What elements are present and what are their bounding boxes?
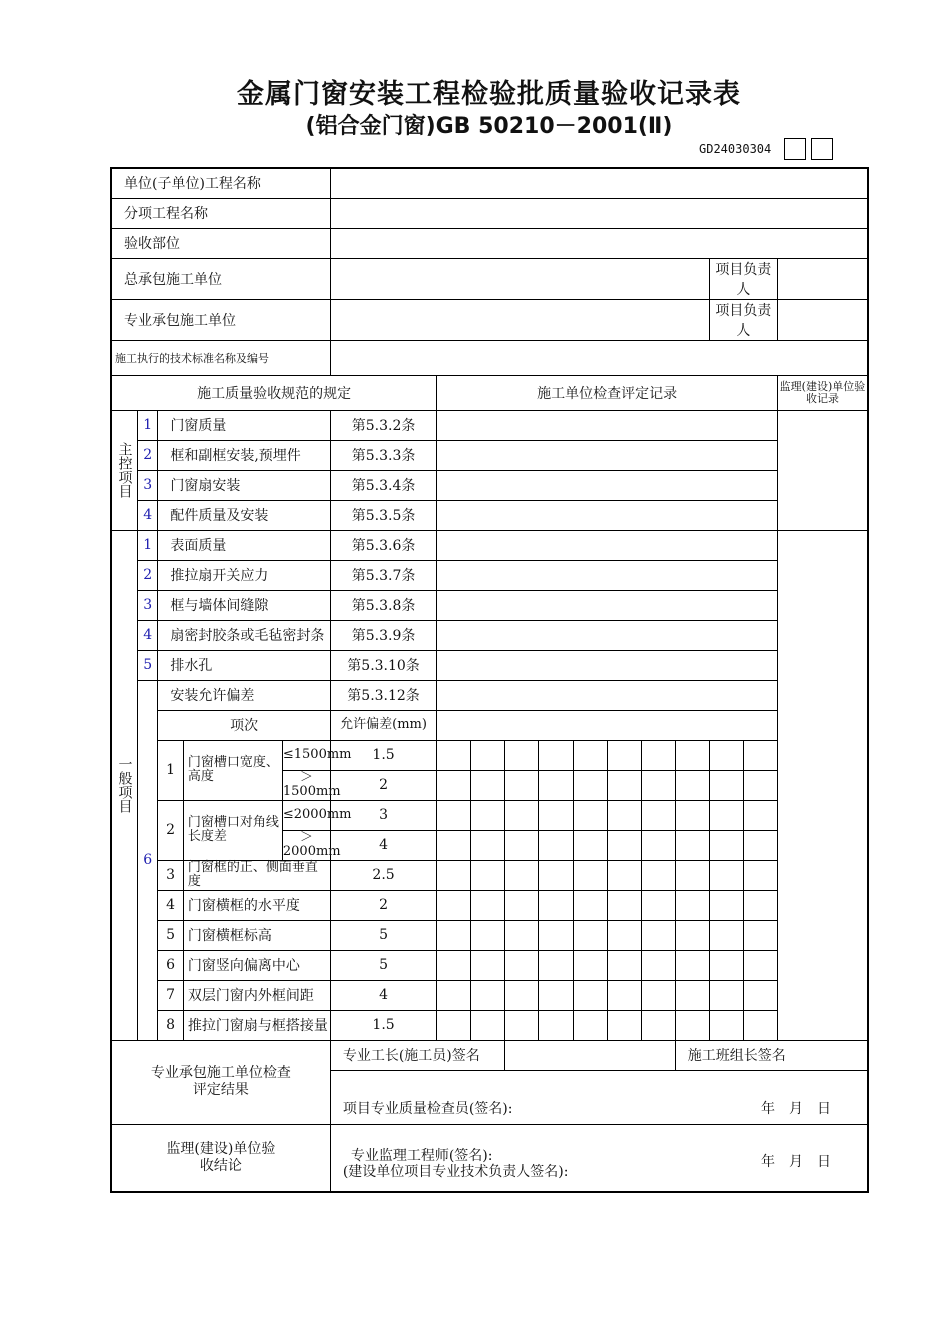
main-item-no: 3 [138, 470, 158, 500]
measure-cell[interactable] [641, 1010, 675, 1040]
main-item-no: 1 [138, 410, 158, 440]
measure-cell[interactable] [743, 740, 777, 770]
measure-cell[interactable] [471, 800, 505, 830]
measure-cell[interactable] [607, 890, 641, 920]
general-item-name: 表面质量 [158, 530, 331, 560]
general-item-name: 推拉扇开关应力 [158, 560, 331, 590]
general-item-clause: 第5.3.8条 [330, 590, 436, 620]
measure-cell[interactable] [437, 1010, 471, 1040]
general-item-no: 4 [138, 620, 158, 650]
measure-cell[interactable] [675, 1010, 709, 1040]
tolerance-allow-header: 允许偏差(mm) [330, 710, 436, 740]
measure-cell[interactable] [641, 860, 675, 890]
inspector-sign-label: 项目专业质量检查员(签名): [342, 1100, 513, 1117]
measure-cell[interactable] [709, 1010, 743, 1040]
tolerance-row-no: 1 [158, 740, 184, 800]
measure-cell[interactable] [437, 830, 471, 860]
measure-cell[interactable] [539, 860, 573, 890]
measure-cell[interactable] [505, 1010, 539, 1040]
measure-cell[interactable] [743, 950, 777, 980]
measure-cell[interactable] [539, 830, 573, 860]
measure-cell[interactable] [573, 1010, 607, 1040]
unit-project-label: 单位(子单位)工程名称 [111, 168, 330, 198]
form-code-box-2[interactable] [811, 138, 833, 160]
tolerance-row-name: 推拉门窗扇与框搭接量 [183, 1010, 330, 1040]
tolerance-row-name: 门窗横框标高 [183, 920, 330, 950]
specialty-contractor-label: 专业承包施工单位 [111, 299, 330, 340]
measure-cell[interactable] [573, 770, 607, 800]
tolerance-row-value: 5 [330, 920, 436, 950]
main-item-name: 配件质量及安装 [158, 500, 331, 530]
measure-cell[interactable] [641, 800, 675, 830]
measure-cell[interactable] [573, 740, 607, 770]
measure-cell[interactable] [471, 920, 505, 950]
measure-cell[interactable] [709, 980, 743, 1010]
project-leader-label: 项目负责人 [709, 258, 777, 299]
tolerance-item-header: 项次 [158, 710, 331, 740]
measure-cell[interactable] [505, 860, 539, 890]
main-item-name: 框和副框安装,预埋件 [158, 440, 331, 470]
measure-cell[interactable] [471, 1010, 505, 1040]
main-item-clause: 第5.3.5条 [330, 500, 436, 530]
measure-cell[interactable] [573, 920, 607, 950]
measure-cell[interactable] [709, 830, 743, 860]
measure-cell[interactable] [437, 740, 471, 770]
measure-cell[interactable] [641, 920, 675, 950]
main-item-clause: 第5.3.3条 [330, 440, 436, 470]
general-label: 一般项目 [111, 530, 138, 1040]
sub-project-label: 分项工程名称 [111, 198, 330, 228]
measure-cell[interactable] [573, 830, 607, 860]
general-item-record[interactable] [437, 530, 778, 560]
measure-cell[interactable] [709, 890, 743, 920]
measure-cell[interactable] [505, 890, 539, 920]
measure-cell[interactable] [437, 890, 471, 920]
measure-cell[interactable] [573, 890, 607, 920]
team-leader-sign-label: 施工班组长签名 [687, 1048, 786, 1064]
general-item-clause: 第5.3.6条 [330, 530, 436, 560]
tolerance-item-record[interactable] [437, 680, 778, 710]
measure-cell[interactable] [743, 860, 777, 890]
specialty-contractor-field[interactable] [330, 299, 709, 340]
tolerance-row-value: 2 [330, 890, 436, 920]
general-item-name: 框与墙体间缝隙 [158, 590, 331, 620]
measure-cell[interactable] [471, 980, 505, 1010]
tolerance-row-name: 门窗竖向偏离中心 [183, 950, 330, 980]
measure-cell[interactable] [709, 800, 743, 830]
general-item-no: 3 [138, 590, 158, 620]
measure-cell[interactable] [539, 1010, 573, 1040]
measure-cell[interactable] [471, 860, 505, 890]
general-item-no: 5 [138, 650, 158, 680]
standard-label: 施工执行的技术标准名称及编号 [111, 340, 330, 375]
measure-cell[interactable] [743, 1010, 777, 1040]
main-item-record[interactable] [437, 440, 778, 470]
contractor-result-label: 专业承包施工单位检查评定结果 [111, 1040, 330, 1124]
tolerance-item-clause: 第5.3.12条 [330, 680, 436, 710]
measure-cell[interactable] [607, 920, 641, 950]
form-title: 金属门窗安装工程检验批质量验收记录表 [237, 79, 741, 110]
measure-cell[interactable] [539, 920, 573, 950]
measure-cell[interactable] [709, 860, 743, 890]
standard-field[interactable] [330, 340, 868, 375]
tolerance-row-name: 双层门窗内外框间距 [183, 980, 330, 1010]
measure-cell[interactable] [709, 920, 743, 950]
measure-cell[interactable] [573, 860, 607, 890]
measure-cell[interactable] [641, 770, 675, 800]
measure-cell[interactable] [539, 740, 573, 770]
tolerance-row-name: 门窗横框的水平度 [183, 890, 330, 920]
measure-cell[interactable] [471, 890, 505, 920]
general-item-clause: 第5.3.9条 [330, 620, 436, 650]
measure-cell[interactable] [743, 770, 777, 800]
measure-cell[interactable] [505, 800, 539, 830]
inspector-sign-area[interactable] [330, 1070, 868, 1124]
tolerance-row-value: 2 [330, 770, 436, 800]
project-leader-field[interactable] [777, 258, 868, 299]
measure-cell[interactable] [607, 980, 641, 1010]
foreman-sign-field[interactable] [505, 1040, 675, 1070]
measure-cell[interactable] [743, 830, 777, 860]
engineer-sign-label: 专业监理工程师(签名): [350, 1147, 493, 1164]
measure-cell[interactable] [437, 800, 471, 830]
measure-cell[interactable] [471, 740, 505, 770]
measure-cell[interactable] [607, 950, 641, 980]
measure-cell[interactable] [675, 860, 709, 890]
tolerance-row-name: 门窗框的正、侧面垂直度 [183, 860, 330, 890]
measure-cell[interactable] [675, 770, 709, 800]
tolerance-row-no: 7 [158, 980, 184, 1010]
main-item-name: 门窗扇安装 [158, 470, 331, 500]
general-item-record[interactable] [437, 620, 778, 650]
measure-cell[interactable] [675, 800, 709, 830]
measure-cell[interactable] [471, 830, 505, 860]
measure-cell[interactable] [539, 890, 573, 920]
tolerance-row-no: 5 [158, 920, 184, 950]
tolerance-row-sub: ＞2000mm [282, 830, 341, 859]
tolerance-row-value: 3 [330, 800, 436, 830]
supervision-sign-area[interactable] [330, 1124, 868, 1192]
tolerance-row-no: 2 [158, 800, 184, 860]
tolerance-item-no: 6 [138, 680, 158, 1040]
tolerance-row-sub: ＞1500mm [282, 770, 341, 799]
measure-cell[interactable] [743, 980, 777, 1010]
form-code: GD24030304 [699, 142, 772, 156]
owner-sign-label: (建设单位项目专业技术负责人签名): [342, 1163, 569, 1180]
main-item-record[interactable] [437, 470, 778, 500]
unit-project-field[interactable] [330, 168, 868, 198]
measure-cell[interactable] [607, 740, 641, 770]
main-item-name: 门窗质量 [158, 410, 331, 440]
measure-cell[interactable] [641, 980, 675, 1010]
measure-cell[interactable] [437, 770, 471, 800]
foreman-sign-label: 专业工长(施工员)签名 [330, 1040, 505, 1070]
measure-cell[interactable] [675, 740, 709, 770]
tolerance-row-value: 4 [330, 980, 436, 1010]
spec-column-header: 施工质量验收规范的规定 [111, 375, 437, 410]
main-item-record[interactable] [437, 500, 778, 530]
main-control-supervision[interactable] [777, 410, 868, 530]
measure-cell[interactable] [437, 860, 471, 890]
measure-cell[interactable] [743, 890, 777, 920]
acceptance-part-field[interactable] [330, 228, 868, 258]
main-item-clause: 第5.3.2条 [330, 410, 436, 440]
measure-cell[interactable] [709, 770, 743, 800]
measure-cell[interactable] [709, 950, 743, 980]
general-item-record[interactable] [437, 590, 778, 620]
general-item-record[interactable] [437, 650, 778, 680]
tolerance-row-value: 1.5 [330, 740, 436, 770]
measure-cell[interactable] [743, 800, 777, 830]
form-code-box-1[interactable] [784, 138, 806, 160]
tolerance-row-no: 6 [158, 950, 184, 980]
general-item-name: 扇密封胶条或毛毡密封条 [158, 620, 331, 650]
tolerance-row-name: 门窗槽口宽度、高度 [183, 740, 282, 800]
measure-cell[interactable] [437, 950, 471, 980]
measure-cell[interactable] [539, 980, 573, 1010]
general-contractor-field[interactable] [330, 258, 709, 299]
measure-cell[interactable] [641, 740, 675, 770]
measure-cell[interactable] [607, 770, 641, 800]
measure-cell[interactable] [505, 950, 539, 980]
tolerance-row-no: 3 [158, 860, 184, 890]
general-item-name: 排水孔 [158, 650, 331, 680]
general-item-clause: 第5.3.7条 [330, 560, 436, 590]
measure-cell[interactable] [675, 950, 709, 980]
acceptance-part-label: 验收部位 [111, 228, 330, 258]
measure-cell[interactable] [675, 890, 709, 920]
measure-cell[interactable] [709, 740, 743, 770]
measure-cell[interactable] [539, 770, 573, 800]
measure-cell[interactable] [573, 950, 607, 980]
tolerance-item-name: 安装允许偏差 [158, 680, 331, 710]
measure-cell[interactable] [573, 800, 607, 830]
main-control-label: 主控项目 [111, 410, 138, 530]
general-item-no: 2 [138, 560, 158, 590]
measure-cell[interactable] [675, 920, 709, 950]
measure-cell[interactable] [471, 770, 505, 800]
general-supervision[interactable] [777, 530, 868, 1040]
form-subtitle: (铝合金门窗)GB 50210－2001(Ⅱ) [305, 114, 673, 139]
measure-cell[interactable] [675, 830, 709, 860]
measure-cell[interactable] [607, 800, 641, 830]
supervision-conclusion-label: 监理(建设)单位验收结论 [111, 1124, 330, 1192]
measure-cell[interactable] [641, 950, 675, 980]
main-item-no: 2 [138, 440, 158, 470]
measure-cell[interactable] [539, 950, 573, 980]
measure-cell[interactable] [641, 830, 675, 860]
measure-cell[interactable] [607, 1010, 641, 1040]
measure-cell[interactable] [471, 950, 505, 980]
measure-cell[interactable] [505, 920, 539, 950]
tolerance-row-value: 5 [330, 950, 436, 980]
measure-cell[interactable] [505, 740, 539, 770]
measure-cell[interactable] [573, 980, 607, 1010]
measure-cell[interactable] [437, 980, 471, 1010]
measure-cell[interactable] [505, 770, 539, 800]
tolerance-row-name: 门窗槽口对角线长度差 [183, 800, 282, 860]
measure-cell[interactable] [743, 920, 777, 950]
project-leader-label-2: 项目负责人 [709, 299, 777, 340]
main-item-clause: 第5.3.4条 [330, 470, 436, 500]
supervision-date: 年 月 日 [761, 1153, 831, 1170]
measure-cell[interactable] [607, 860, 641, 890]
sub-project-field[interactable] [330, 198, 868, 228]
tolerance-row-sub: ≤1500mm [282, 740, 330, 770]
measure-cell[interactable] [505, 980, 539, 1010]
tolerance-row-value: 4 [330, 830, 436, 860]
inspection-table [110, 167, 869, 1193]
measure-cell[interactable] [607, 830, 641, 860]
main-item-record[interactable] [437, 410, 778, 440]
measure-cell[interactable] [641, 890, 675, 920]
project-leader-field-2[interactable] [777, 299, 868, 340]
record-column-header: 施工单位检查评定记录 [437, 375, 778, 410]
measure-cell[interactable] [675, 980, 709, 1010]
measure-cell[interactable] [539, 800, 573, 830]
tolerance-row-value: 2.5 [330, 860, 436, 890]
inspector-date: 年 月 日 [761, 1100, 831, 1117]
tolerance-row-value: 1.5 [330, 1010, 436, 1040]
team-leader-sign[interactable] [675, 1040, 868, 1070]
general-contractor-label: 总承包施工单位 [111, 258, 330, 299]
general-item-record[interactable] [437, 560, 778, 590]
measure-cell[interactable] [505, 830, 539, 860]
tolerance-row-no: 8 [158, 1010, 184, 1040]
tolerance-row-sub: ≤2000mm [282, 800, 330, 830]
main-item-no: 4 [138, 500, 158, 530]
general-item-clause: 第5.3.10条 [330, 650, 436, 680]
tolerance-row-no: 4 [158, 890, 184, 920]
measure-cell[interactable] [437, 920, 471, 950]
general-item-no: 1 [138, 530, 158, 560]
tolerance-header-record[interactable] [437, 710, 778, 740]
supervision-column-header: 监理(建设)单位验收记录 [777, 375, 868, 410]
